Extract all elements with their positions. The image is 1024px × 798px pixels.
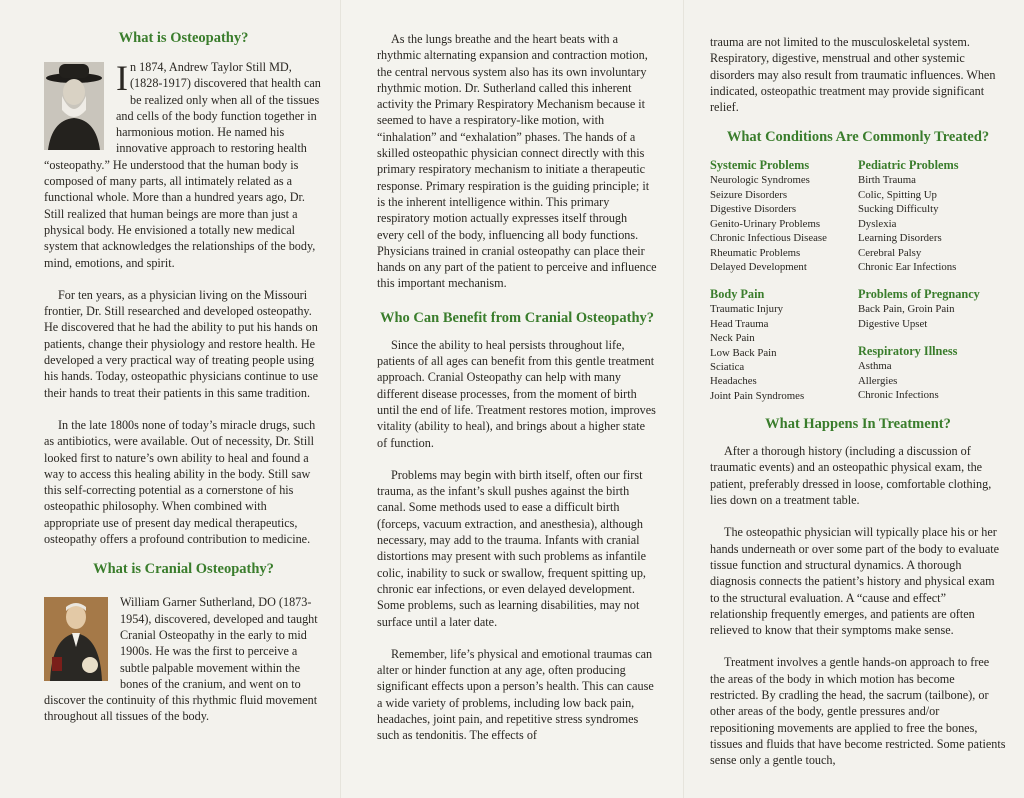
conditions-columns — [710, 158, 1006, 416]
condition-item: Chronic Ear Infections — [858, 260, 957, 273]
condition-item: Rheumatic Problems — [710, 246, 801, 259]
panel-right — [683, 0, 1024, 798]
condition-item: Sucking Difficulty — [858, 203, 939, 216]
condition-item: Digestive Disorders — [710, 203, 797, 216]
conditions-column-left — [710, 158, 858, 416]
condition-item: Learning Disorders — [858, 232, 942, 245]
condition-item: Low Back Pain — [710, 346, 777, 359]
panel-left — [0, 0, 341, 798]
paragraph: As the lungs breathe and the heart beats with a rhythmic alternating expansion and contraction motion, the central nervous system also has its own involuntary rhythmic motion. Dr. Sutherland called this inherent activity the Primary Respiratory Mechanism because it seemed to have a respiratory-like motion, with “inhalation” and “exhalation” phases. The hands of a skilled osteopathic physician connect directly with this primary respiratory mechanism to initiate a therapeutic response. Primary respiration is the guiding principle; it is the inherent intelligence within. This primary respiratory motion actually expresses itself through every cell of the body, influencing all body functions. Physicians trained in cranial osteopathy can place their hands on any part of the patient to perceive and influence this important mechanism. — [377, 32, 657, 291]
paragraph: After a thorough history (including a discussion of traumatic events) and an osteopathic physical exam, the patient, preferably dressed in loose, comfortable clothing, lies down on a treatment table. — [710, 444, 992, 508]
heading-what-happens-in-treatment: What Happens In Treatment? — [765, 416, 951, 433]
paragraph: In 1874, Andrew Taylor Still MD, (1828-1917) discovered that health can be realized only when all of the tissues and cells of the body function together in harmonious motion. He named his innovative approach to restoring health “osteopathy.” He understood that the human body is composed of many parts, all intimately related as a functional whole. More than a hundred years ago, Dr. Still realized that human beings are more than just a physical body. He envisioned a totally new medical system that acknowledges the relationships of the body, mind, emotions, and spirit. — [44, 58, 321, 270]
condition-group-title: Respiratory Illness — [858, 344, 958, 359]
condition-item: Joint Pain Syndromes — [710, 389, 805, 402]
paragraph: William Garner Sutherland, DO (1873-1954), discovered, developed and taught Cranial Osteopathy in the early to mid 1900s. He was the first to perceive a subtle palpable movement within the bones of the cranium, and went on to discover the continuity of this rhythmic fluid movement throughout all tissues of the body. — [44, 595, 318, 724]
condition-item: Back Pain, Groin Pain — [858, 303, 955, 316]
paragraph: Problems may begin with birth itself, often our first trauma, as the infant’s skull pushes against the birth canal. Some methods used to ease a difficult birth (forceps, vacuum extraction, and anesthesia), although necessary, may add to the trauma. Infants with cranial distortions may present with such problems as infantile colic, inability to suck or swallow, frequent spitting up, chronic ear infections, or even delayed development. Some problems, such as learning disabilities, may not surface until a later date. — [377, 467, 647, 629]
condition-item: Headaches — [710, 375, 757, 388]
condition-item: Cerebral Palsy — [858, 246, 922, 259]
paragraph: Since the ability to heal persists throughout life, patients of all ages can benefit from this gentle treatment approach. Cranial Osteopathy can help with many different disease processes, from the moment of birth until the end of life. Treatment restores motion, improves vitality (ability to heal), and brings about a higher state of function. — [377, 337, 656, 450]
condition-item: Head Trauma — [710, 317, 769, 330]
condition-item: Neck Pain — [710, 332, 755, 345]
paragraph: For ten years, as a physician living on the Missouri frontier, Dr. Still researched and developed osteopathy. He discovered that he had the ability to put his hands on patients, change their physiology and restore health. He developed a very practical way of treating people using his hands. Today, osteopathic physicians continue to use their hands to treat their patients in this same tradition. — [44, 287, 318, 400]
condition-group-title: Problems of Pregnancy — [858, 287, 980, 302]
paragraph: The osteopathic physician will typically place his or her hands underneath or over some part of the body to evaluate tissue function and structural dynamics. A thorough diagnosis connects the patient’s history and physical exam to the structural evaluation. A “cause and effect” relationship frequently emerges, and patients are often relieved to know that their symptoms make sense. — [710, 525, 1000, 638]
condition-item: Seizure Disorders — [710, 188, 788, 201]
conditions-column-right — [858, 158, 1006, 416]
portrait-william-garner-sutherland — [44, 597, 108, 681]
portrait-andrew-taylor-still — [44, 62, 104, 150]
drop-cap: I — [116, 58, 128, 98]
condition-item: Neurologic Syndromes — [710, 174, 810, 187]
paragraph: trauma are not limited to the musculoskeletal system. Respiratory, digestive, menstrual and other systemic disorders may also result from traumatic influences. When indicated, osteopathic treatment may provide significant relief. — [710, 35, 996, 115]
heading-conditions-treated: What Conditions Are Commonly Treated? — [726, 129, 990, 146]
condition-item: Dyslexia — [858, 217, 897, 230]
condition-item: Allergies — [858, 374, 898, 387]
condition-group-title: Pediatric Problems — [858, 158, 959, 173]
condition-group — [710, 287, 858, 403]
condition-item: Asthma — [858, 360, 892, 373]
condition-item: Traumatic Injury — [710, 303, 784, 316]
condition-item: Sciatica — [710, 360, 745, 373]
heading-what-is-cranial-osteopathy: What is Cranial Osteopathy? — [93, 561, 274, 578]
condition-group — [858, 287, 1006, 331]
condition-group-title: Systemic Problems — [710, 158, 810, 173]
panel-middle — [341, 0, 683, 798]
paragraph: Remember, life’s physical and emotional traumas can alter or hinder function at any age, often producing significant effects upon a person’s health. This can cause a wide variety of problems, including low back pain, headaches, joint pain, and repetitive stress syndromes such as tendonitis. The effects of — [377, 646, 654, 743]
condition-item: Chronic Infections — [858, 388, 939, 401]
condition-group-title: Body Pain — [710, 287, 765, 302]
condition-item: Chronic Infectious Disease — [710, 232, 827, 245]
condition-item: Delayed Development — [710, 260, 807, 273]
condition-item: Birth Trauma — [858, 174, 916, 187]
condition-group — [710, 158, 858, 274]
condition-item: Genito-Urinary Problems — [710, 217, 821, 230]
condition-item: Digestive Upset — [858, 317, 928, 330]
condition-group — [858, 158, 1006, 274]
condition-group — [858, 344, 1006, 402]
heading-what-is-osteopathy: What is Osteopathy? — [118, 30, 249, 46]
heading-who-can-benefit: Who Can Benefit from Cranial Osteopathy? — [379, 309, 655, 326]
paragraph: In the late 1800s none of today’s miracle drugs, such as antibiotics, were available. Out of necessity, Dr. Still looked first to nature’s own ability to heal and found a way to access this healing ability in the body. Still saw this self-correcting potential as a cornerstone of his osteopathic philosophy. When combined with appropriate use of present day medical therapeutics, osteopathy offers a profound contribution to medicine. — [44, 417, 316, 547]
condition-item: Colic, Spitting Up — [858, 188, 937, 201]
paragraph: Treatment involves a gentle hands-on approach to free the areas of the body in which motion has become restricted. By cradling the head, the sacrum (tailbone), or other areas of the body, gentle pressures and/or repositioning movements are applied to free the bones, tissues and fluids that have become restricted. Some patients sense only a gentle touch, — [710, 655, 1006, 768]
